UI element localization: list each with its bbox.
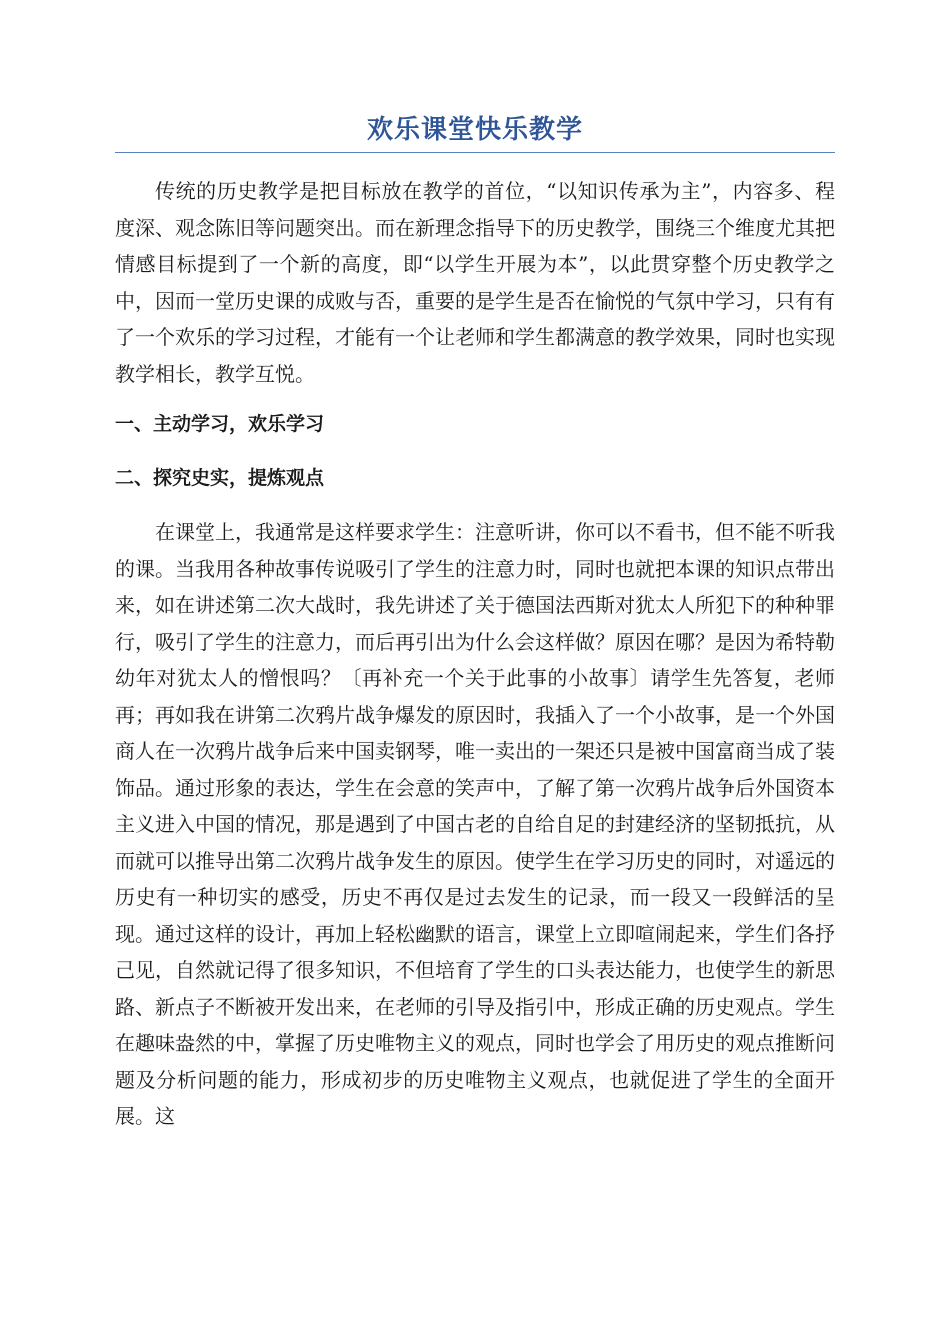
document-title: 欢乐课堂快乐教学 bbox=[366, 115, 583, 145]
section-heading-1: 一、主动学习，欢乐学习 bbox=[115, 413, 325, 435]
section-heading-2: 二、探究史实，提炼观点 bbox=[115, 467, 325, 489]
body-paragraph: 在课堂上，我通常是这样要求学生：注意听讲，你可以不看书，但不能不听我的课。当我用各种故事传说吸引了学生的注意力时，同时也就把本课的知识点带出来，如在讲述第二次大战时，我先讲述了关于德国法西斯对犹太人所犯下的种种罪行，吸引了学生的注意力，而后再引出为什么会这样做？原因在哪？是因为希特勒幼年对犹太人的憎恨吗？〔再补充一个关于此事的小故事〕请学生先答复，老师再；再如我在讲第二次鸦片战争爆发的原因时，我插入了一个小故事，是一个外国商人在一次鸦片战争后来中国卖钢琴，唯一卖出的一架还只是被中国富商当成了装饰品。通过形象的表达，学生在会意的笑声中，了解了第一次鸦片战争后外国资本主义进入中国的情况，那是遇到了中国古老的自给自足的封建经济的坚韧抵抗，从而就可以推导出第二次鸦片战争发生的原因。使学生在学习历史的同时，对遥远的历史有一种切实的感受，历史不再仅是过去发生的记录，而一段又一段鲜活的呈现。通过这样的设计，再加上轻松幽默的语言，课堂上立即喧闹起来，学生们各抒己见，自然就记得了很多知识，不但培育了学生的口头表达能力，也使学生的新思路、新点子不断被开发出来，在老师的引导及指引中，形成正确的历史观点。学生在趣味盎然的中，掌握了历史唯物主义的观点，同时也学会了用历史的观点推断问题及分析问题的能力，形成初步的历史唯物主义观点，也就促进了学生的全面开展。这 bbox=[115, 520, 835, 1128]
document-page bbox=[115, 112, 835, 1135]
title-underline bbox=[115, 152, 835, 153]
intro-paragraph: 传统的历史教学是把目标放在教学的首位，“以知识传承为主”，内容多、程度深、观念陈旧等问题突出。而在新理念指导下的历史教学，围绕三个维度尤其把情感目标提到了一个新的高度，即“以学生开展为本”，以此贯穿整个历史教学之中，因而一堂历史课的成败与否，重要的是学生是否在愉悦的气氛中学习，只有有了一个欢乐的学习过程，才能有一个让老师和学生都满意的教学效果，同时也实现教学相长，教学互悦。 bbox=[115, 179, 835, 386]
